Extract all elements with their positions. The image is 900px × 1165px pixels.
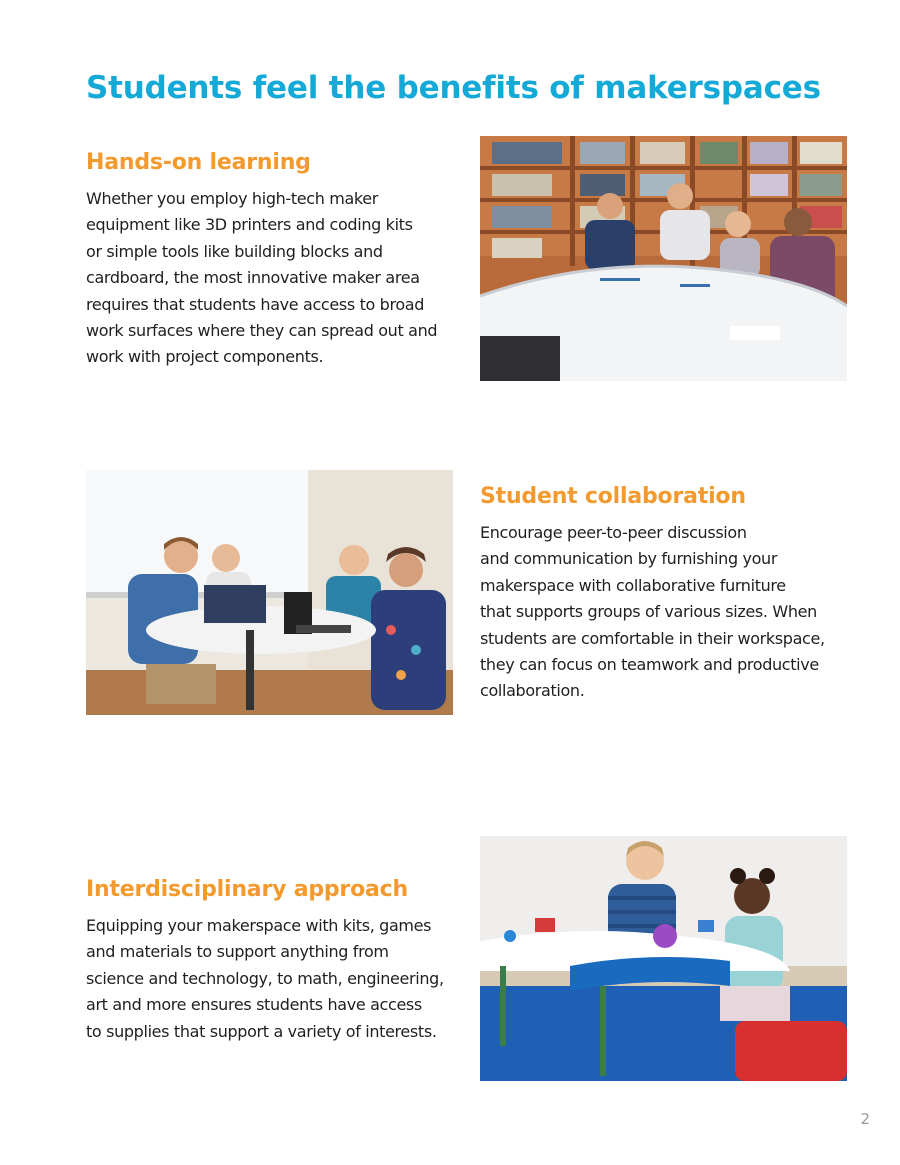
page-title: Students feel the benefits of makerspaces	[86, 70, 821, 106]
group-collaboration-photo	[86, 470, 453, 715]
hands-on-learning-body: Whether you employ high-tech maker equipment like 3D printers and coding kits or simple tools like building blocks and cardboard, the most innovative maker area requires that students have access to broad work surfaces where they can spread out and work with project components.	[86, 189, 438, 367]
interdisciplinary-approach-heading: Interdisciplinary approach	[86, 877, 408, 902]
page-number: 2	[860, 1110, 870, 1128]
hands-on-learning-heading: Hands-on learning	[86, 150, 311, 175]
interdisciplinary-approach-body: Equipping your makerspace with kits, games and materials to support anything from science and technology, to math, engineering, art and more ensures students have access to supplies that support a variety of interests.	[86, 916, 444, 1041]
student-collaboration-body: Encourage peer-to-peer discussion and communication by furnishing your makerspace with collaborative furniture that supports groups of various sizes. When students are comfortable in their workspace, they can focus on teamwork and productive collaboration.	[480, 523, 825, 701]
student-collaboration-heading: Student collaboration	[480, 484, 746, 509]
young-children-activity-photo	[480, 836, 847, 1081]
library-makerspace-photo	[480, 136, 847, 381]
